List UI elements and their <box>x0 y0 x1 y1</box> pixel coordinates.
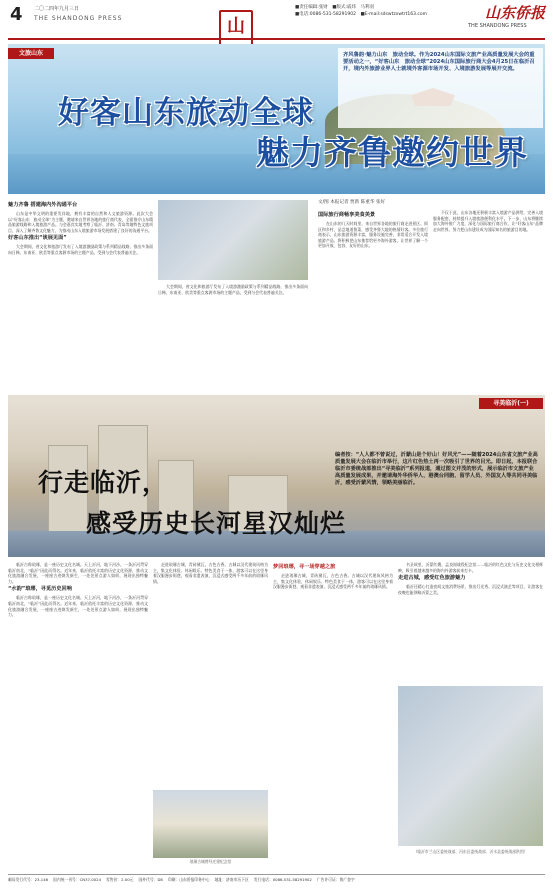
article-photo <box>158 200 308 280</box>
column-text-6: 走进琅琊古城，青砖黛瓦，古色古香。古城以汉代建筑风格为主，集文化体验、休闲娱乐、特色美食于一体，游客可以在这里身着汉服漫步街巷，观看非遗表演，沉浸式感受两千多年前的琅琊风情。 <box>153 562 268 584</box>
column-text-5b: 临沂古称琅琊，是一座历史文化名城。天上沂河，地下河沙，一条沂河贯穿临沂南北，“临沂”因此而得名。近年来，临沂依托丰富的历史文化资源，推动文化旅游融合发展，一座座古迹焕发新生，一处处景点游人如织，展现出独特魅力。 <box>8 595 148 618</box>
article-photo-3 <box>398 686 543 846</box>
headline-line-4: 感受历史长河星汉灿烂 <box>86 509 347 538</box>
column-text-1b: 大会期间，省文化和旅游厅发布了入境游激励政策与系列精品线路，推出多条面向日韩、东南亚、欧美等重点客源市场的主题产品，受到与会代表普遍关注。 <box>158 284 308 295</box>
footer-item: 发行电话：0086-531-58291902 <box>253 877 312 882</box>
column-text-9: 临沂还精心打造夜间文旅消费场景，推出灯光秀、沉浸式演艺等项目，让游客在夜晚也能领略沂蒙之美。 <box>398 584 543 595</box>
column-text-2: 大会期间，省文化和旅游厅发布了入境游激励政策与系列精品线路，推出多条面向日韩、东南亚、欧美等重点客源市场的主题产品，受到与会代表普遍关注。 <box>8 244 153 255</box>
byline: 文/图 本报记者 贾新 陈重华 张好 <box>318 200 386 205</box>
masthead-rule <box>8 38 545 40</box>
article-column-2 <box>318 210 428 388</box>
column-subhead-3: 国际旅行商畅享美食美景 <box>318 212 376 218</box>
headline-line-1: 好客山东旅动全球 <box>58 95 314 131</box>
column-text-5: 临沂古称琅琊，是一座历史文化名城。天上沂河，地下河沙，一条沂河贯穿临沂南北，“临沂”因此而得名。近年来，临沂依托丰富的历史文化资源，推动文化旅游融合发展，一座座古迹焕发新生，一处处景点游人如织，展现出独特魅力。 <box>8 562 148 584</box>
article-column-4 <box>8 562 148 870</box>
newspaper-logo-en: THE SHANDONG PRESS <box>468 23 527 29</box>
column-subhead-2: 好客山东推出“谈展见面” <box>8 235 67 242</box>
column-text: 山东是中华文明的重要发祥地，拥有丰富的自然和人文旅游资源。此次大会以“好客山东 旅动全球”为主题，邀请来自世界各地的旅行商代表，全面推介山东精品旅游线路和入境旅游产品。与会嘉宾实地考察了临沂、济南、青岛等地特色文旅项目，深入了解齐鲁文化魅力，为推动山东入境旅游市场发展搭建了良好的沟通平台。 <box>8 211 153 233</box>
column-text-4: 不仅于此，山东各地还积极丰富入境游产品供给，完善入境服务配套，持续提升入境旅游便利化水平。下一步，山东将继续加大海外推广力度，深化与国际旅行商合作，让“好客山东”品牌走向世界，努力把山东建设成为国际知名的旅游目的地。 <box>433 210 543 232</box>
photo-caption: 琅琊古城曾经迁建纪念馆 <box>189 859 232 864</box>
column-subhead-5: 梦回琅琊，寻一场穿越之旅 <box>273 564 336 570</box>
section-tag: 文旅山东 <box>8 48 54 59</box>
seal-logo: 山 <box>219 10 253 46</box>
column-text-7: 走进琅琊古城，青砖黛瓦，古色古香。古城以汉代建筑风格为主，集文化体验、休闲娱乐、特色美食于一体，游客可以在这里身着汉服漫步街巷，观看非遗表演，沉浸式感受两千多年前的琅琊风情。 <box>273 573 393 590</box>
issue-date: 二〇二四年九月三日 <box>34 6 80 12</box>
photo-caption-2: （临沂市兰山区委统战部、河东区委统战部、沂水县委统战部供图） <box>413 849 528 854</box>
phone-line: ■电话:0086-531-58291902 ■E-mail:sdswtzxwtrt163.com <box>295 12 428 17</box>
headline-line-2: 魅力齐鲁邀约世界 <box>256 133 528 172</box>
column-text-3: 在山东的几天时间里，来自世界各地的旅行商走进景区、街区和乡村，品尝地道鲁菜，感受齐鲁大地的热情好客。多位旅行商表示，山东旅游资源丰富，服务设施完善，非常适合开发入境旅游产品，将积极把山东推荐给更多海外游客，让世界了解一个更加开放、包容、友好的山东。 <box>318 221 428 249</box>
series-tag: 寻美临沂(一) <box>479 398 543 409</box>
footer-item: 地址：济南市历下区 <box>214 877 249 882</box>
footer <box>8 874 545 888</box>
editor-note: 编者按：“人人都不曾说过，沂蒙山是个好山！好风光”——随着2024山东省文旅产业高质量发展大会在临沂市举行，这片红色热土再一次吸引了世界的目光。即日起，本报联合临沂市委统战部推出“寻美临沂”系列报道，通过图文并茂的形式，展示临沂市文旅产业高质量发展成果，并邀请海外华侨华人、港澳台同胞、留学人员、外国友人等共同寻美临沂，感受沂蒙风情，领略美丽临沂。 <box>335 452 538 486</box>
article-column-1 <box>8 200 153 388</box>
article-column-5 <box>153 562 268 782</box>
article-column-3 <box>433 210 543 388</box>
article-photo-2 <box>153 790 268 858</box>
lead-paragraph: 齐风鲁韵·魅力山东 旅动全球。作为2024山东国际文旅产业高质量发展大会的重要活动之一，“好客山东 旅动全球”2024山东国际旅行商大会4月25日在临沂召开，境内外旅游业界人士就境外客源市场开发、入境旅游发展等展开交流。 <box>338 48 543 128</box>
column-subhead-6: 走进古城，感受红色旅游魅力 <box>398 575 466 582</box>
page-number: 4 <box>10 4 23 25</box>
article-column-1b <box>158 284 308 388</box>
column-subhead: 魅力齐鲁 搭建海内外沟通平台 <box>8 202 78 208</box>
footer-item: 邮局发行代号：23-146 <box>8 877 49 882</box>
article-column-6 <box>273 562 393 870</box>
newspaper-logo: 山东侨报 <box>485 4 546 22</box>
masthead <box>0 0 553 40</box>
footer-item: 印刷：山东侨报印务中心 <box>167 877 210 882</box>
editor-line: ■责任编辑:张财 ■版式:戚炜 马利羽 <box>295 5 375 10</box>
article-column-7 <box>398 562 543 682</box>
column-text-8: 书圣故里、沂蒙红嫂、孟良崮战役纪念馆……临沂的红色文化与历史文化交相辉映，吸引着越来越多的海内外游客前来打卡。 <box>398 562 543 573</box>
editor-info <box>295 4 465 18</box>
column-subhead-4: “水韵”琅琊，寻觅历史回响 <box>8 586 72 593</box>
headline-line-3: 行走临沂， <box>38 468 169 497</box>
footer-item: 国内统一刊号：CN37-0024 <box>53 877 101 882</box>
footer-item: 广告许可证：鲁广登字 <box>316 877 355 882</box>
footer-item: 零售价：2.00元 <box>106 877 134 882</box>
footer-item: 国外代号：D8 <box>138 877 163 882</box>
section-title: THE SHANDONG PRESS <box>34 15 123 22</box>
